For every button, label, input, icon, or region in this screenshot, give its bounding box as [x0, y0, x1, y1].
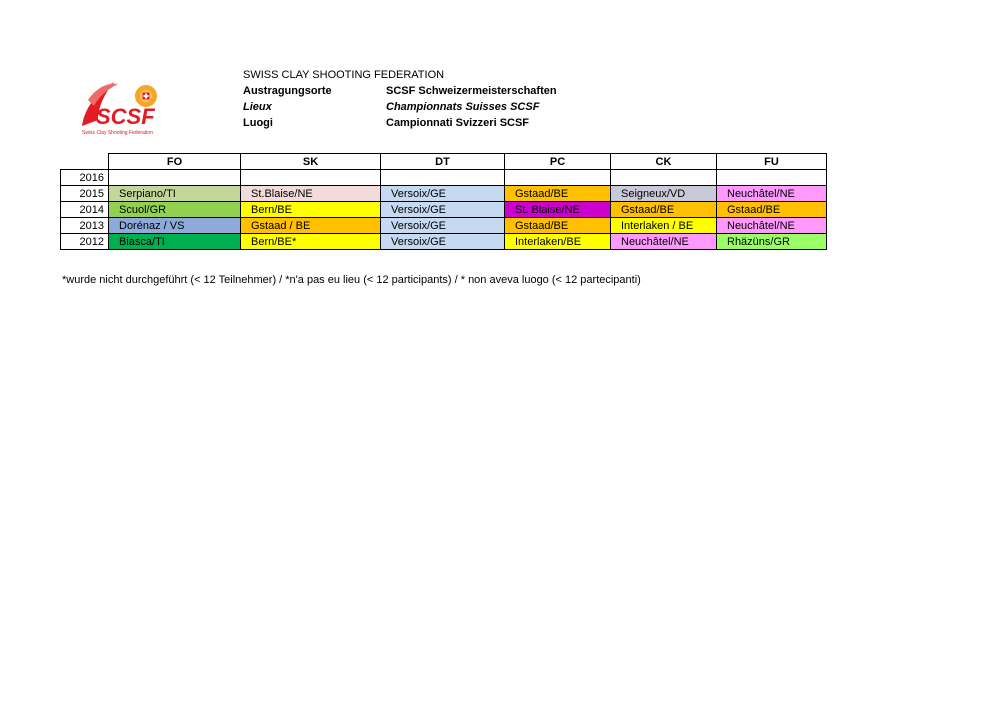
location-cell: Gstaad / BE [241, 218, 381, 234]
location-cell: Versoix/GE [381, 234, 505, 250]
location-cell: Versoix/GE [381, 218, 505, 234]
table-row [61, 202, 827, 218]
location-cell: Scuol/GR [109, 202, 241, 218]
table-row [61, 218, 827, 234]
page-header [243, 67, 557, 131]
column-header-fu: FU [717, 154, 827, 170]
header-title: Championnats Suisses SCSF [386, 101, 540, 113]
location-cell: Bern/BE* [241, 234, 381, 250]
location-cell: Neuchâtel/NE [717, 218, 827, 234]
organization-name: SWISS CLAY SHOOTING FEDERATION [243, 69, 445, 81]
location-cell: Neuchâtel/NE [611, 234, 717, 250]
year-cell: 2015 [61, 186, 109, 202]
table-row [61, 170, 827, 186]
header-label: Luogi [243, 117, 273, 129]
location-cell: Gstaad/BE [505, 218, 611, 234]
locations-table [60, 153, 827, 250]
column-header-dt: DT [381, 154, 505, 170]
column-header-fo: FO [109, 154, 241, 170]
footnote: *wurde nicht durchgeführt (< 12 Teilnehmer) / *n'a pas eu lieu (< 12 participants) / * non aveva luogo (< 12 partecipanti) [62, 274, 641, 286]
year-cell: 2012 [61, 234, 109, 250]
year-cell: 2016 [61, 170, 109, 186]
location-cell: Gstaad/BE [717, 202, 827, 218]
header-row-de [243, 83, 557, 99]
location-cell: Interlaken/BE [505, 234, 611, 250]
column-header-sk: SK [241, 154, 381, 170]
scsf-logo [78, 80, 164, 136]
logo-tagline: Swiss Clay Shooting Federation [82, 130, 153, 136]
logo-text: SCSF [96, 104, 155, 129]
location-cell: St. Blaise/NE [505, 202, 611, 218]
location-cell: St.Blaise/NE [241, 186, 381, 202]
header-label: Austragungsorte [243, 85, 332, 97]
location-cell [381, 170, 505, 186]
location-cell [717, 170, 827, 186]
table-row [61, 234, 827, 250]
location-cell: Seigneux/VD [611, 186, 717, 202]
table-row [61, 186, 827, 202]
location-cell: Biasca/TI [109, 234, 241, 250]
header-label: Lieux [243, 101, 272, 113]
location-cell: Dorénaz / VS [109, 218, 241, 234]
location-cell [109, 170, 241, 186]
location-cell: Rhäzüns/GR [717, 234, 827, 250]
year-cell: 2013 [61, 218, 109, 234]
year-cell: 2014 [61, 202, 109, 218]
location-cell: Gstaad/BE [611, 202, 717, 218]
location-cell: Versoix/GE [381, 186, 505, 202]
column-header-ck: CK [611, 154, 717, 170]
table-header-row [61, 154, 827, 170]
column-header-pc: PC [505, 154, 611, 170]
location-cell: Serpiano/TI [109, 186, 241, 202]
location-cell: Neuchâtel/NE [717, 186, 827, 202]
header-title: Campionnati Svizzeri SCSF [386, 117, 530, 129]
location-cell: Gstaad/BE [505, 186, 611, 202]
header-row-it [243, 115, 557, 131]
location-cell [241, 170, 381, 186]
corner-cell [61, 154, 109, 170]
header-title: SCSF Schweizermeisterschaften [386, 85, 557, 97]
location-cell [505, 170, 611, 186]
location-cell: Bern/BE [241, 202, 381, 218]
header-row-fr [243, 99, 557, 115]
location-cell: Versoix/GE [381, 202, 505, 218]
location-cell [611, 170, 717, 186]
location-cell: Interlaken / BE [611, 218, 717, 234]
